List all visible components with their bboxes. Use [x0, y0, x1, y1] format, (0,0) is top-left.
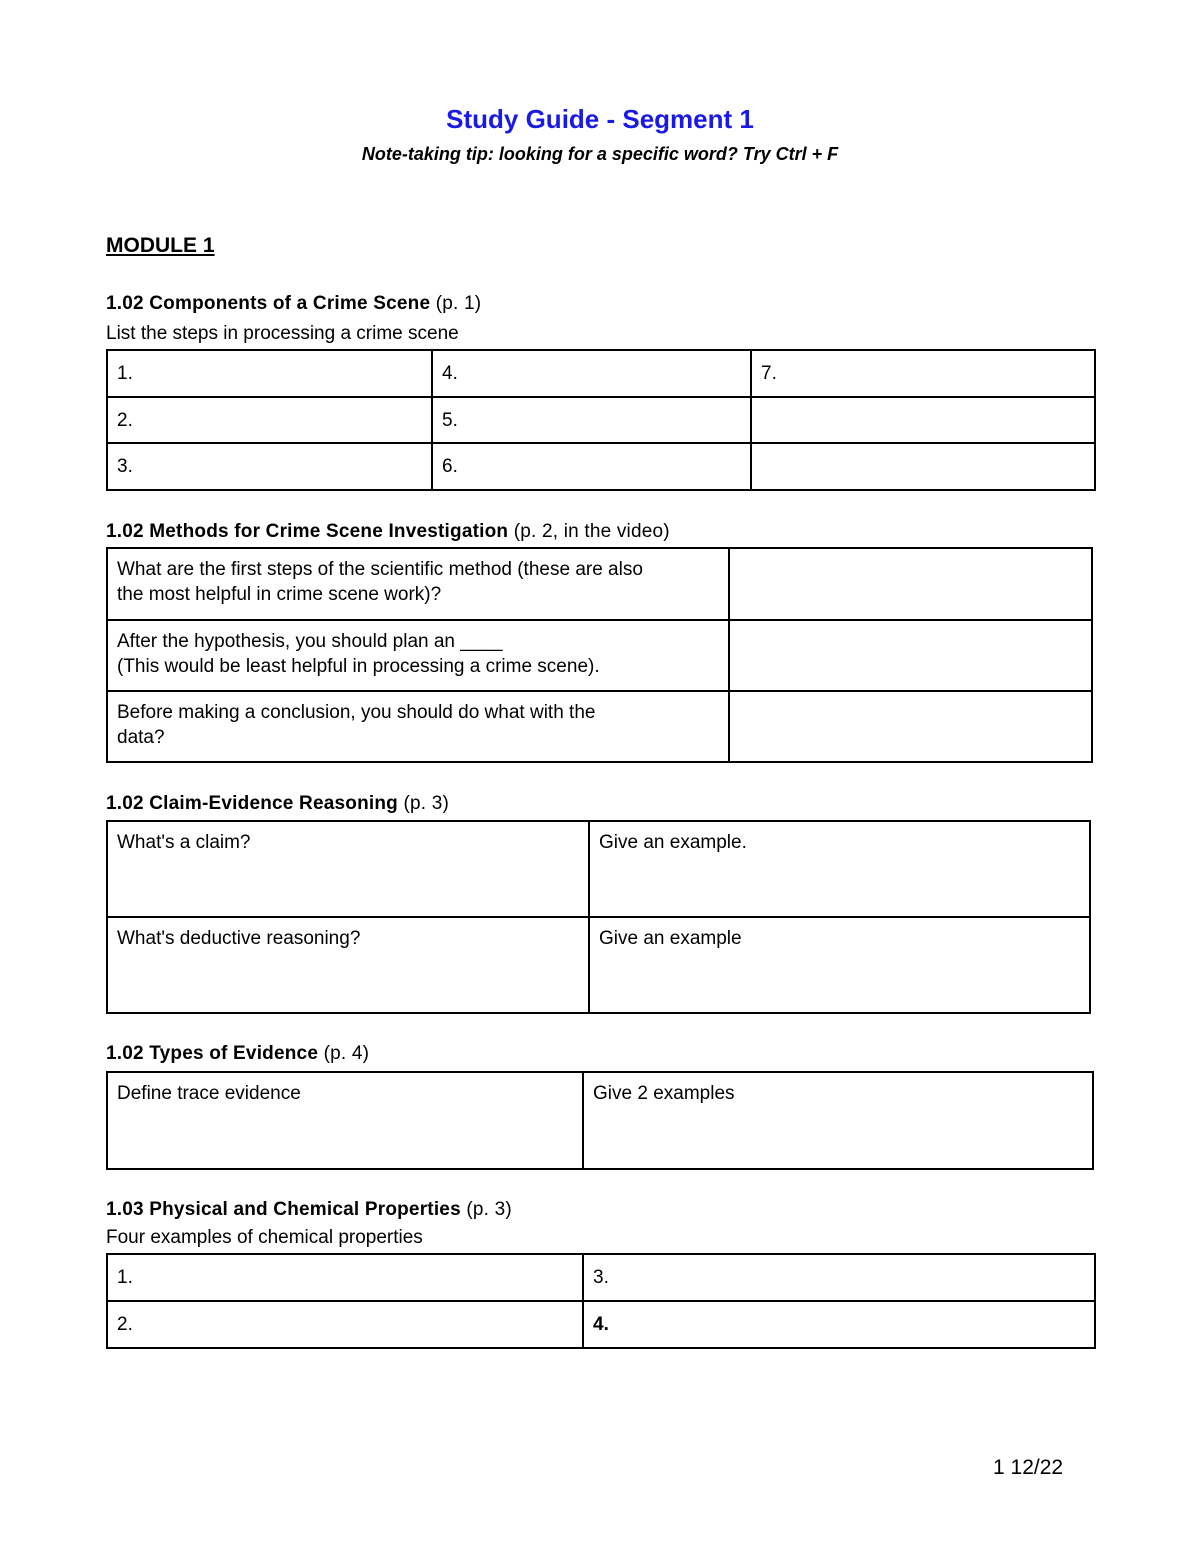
- answer-cell[interactable]: [729, 548, 1092, 620]
- question-line: Before making a conclusion, you should do what with the: [117, 702, 596, 723]
- table-cell[interactable]: 7.: [751, 350, 1095, 397]
- table-cell[interactable]: 5.: [432, 397, 751, 443]
- section-prompt: List the steps in processing a crime scene: [106, 323, 459, 344]
- table-cell[interactable]: 2.: [107, 1301, 583, 1348]
- question-cell: [107, 691, 729, 762]
- page-number: 1 12/22: [993, 1456, 1064, 1479]
- section-title: 1.02 Components of a Crime Scene: [106, 293, 431, 314]
- question-line: After the hypothesis, you should plan an ____: [117, 631, 503, 652]
- chemical-properties-table: [106, 1253, 1096, 1349]
- page-ref: (p. 4): [323, 1043, 370, 1064]
- question-line: What are the first steps of the scientific method (these are also: [117, 559, 643, 580]
- question-cell[interactable]: Give an example.: [589, 821, 1090, 917]
- question-cell[interactable]: Give 2 examples: [583, 1072, 1093, 1169]
- table-cell[interactable]: 4.: [432, 350, 751, 397]
- crime-scene-steps-table: [106, 349, 1096, 491]
- question-cell[interactable]: Define trace evidence: [107, 1072, 583, 1169]
- table-cell[interactable]: 3.: [107, 443, 432, 490]
- section-heading-evidence: [106, 1043, 369, 1065]
- page-ref: (p. 2, in the video): [513, 521, 670, 542]
- section-title: 1.03 Physical and Chemical Properties: [106, 1199, 461, 1220]
- table-cell[interactable]: 1.: [107, 350, 432, 397]
- section-title: 1.02 Types of Evidence: [106, 1043, 319, 1064]
- question-line: data?: [117, 727, 165, 748]
- page-ref: (p. 1): [435, 293, 482, 314]
- table-cell[interactable]: 6.: [432, 443, 751, 490]
- question-line: the most helpful in crime scene work)?: [117, 584, 442, 605]
- page-ref: (p. 3): [466, 1199, 512, 1220]
- module-title: MODULE 1: [106, 234, 215, 257]
- question-cell[interactable]: Give an example: [589, 917, 1090, 1013]
- note-taking-tip: Note-taking tip: looking for a specific word? Try Ctrl + F: [361, 144, 839, 164]
- answer-cell[interactable]: [729, 691, 1092, 762]
- answer-cell[interactable]: [729, 620, 1092, 691]
- table-cell[interactable]: [751, 443, 1095, 490]
- section-prompt: Four examples of chemical properties: [106, 1227, 423, 1248]
- section-heading-methods: [106, 521, 670, 543]
- evidence-table: [106, 1071, 1094, 1170]
- section-heading-components: [106, 293, 481, 315]
- page-ref: (p. 3): [403, 793, 449, 814]
- section-heading-properties: [106, 1199, 512, 1221]
- table-cell[interactable]: 2.: [107, 397, 432, 443]
- question-cell[interactable]: What's deductive reasoning?: [107, 917, 589, 1013]
- claim-reasoning-table: [106, 820, 1091, 1014]
- scientific-method-table: [106, 547, 1093, 763]
- section-heading-claim: [106, 793, 449, 815]
- question-line: (This would be least helpful in processing a crime scene).: [117, 656, 600, 677]
- table-cell[interactable]: 1.: [107, 1254, 583, 1301]
- question-cell: [107, 620, 729, 691]
- section-title: 1.02 Methods for Crime Scene Investigation: [106, 521, 509, 542]
- table-cell[interactable]: 4.: [583, 1301, 1095, 1348]
- section-title: 1.02 Claim-Evidence Reasoning: [106, 793, 398, 814]
- question-cell[interactable]: What's a claim?: [107, 821, 589, 917]
- table-cell[interactable]: [751, 397, 1095, 443]
- question-cell: [107, 548, 729, 620]
- page-title: Study Guide - Segment 1: [446, 104, 754, 134]
- table-cell[interactable]: 3.: [583, 1254, 1095, 1301]
